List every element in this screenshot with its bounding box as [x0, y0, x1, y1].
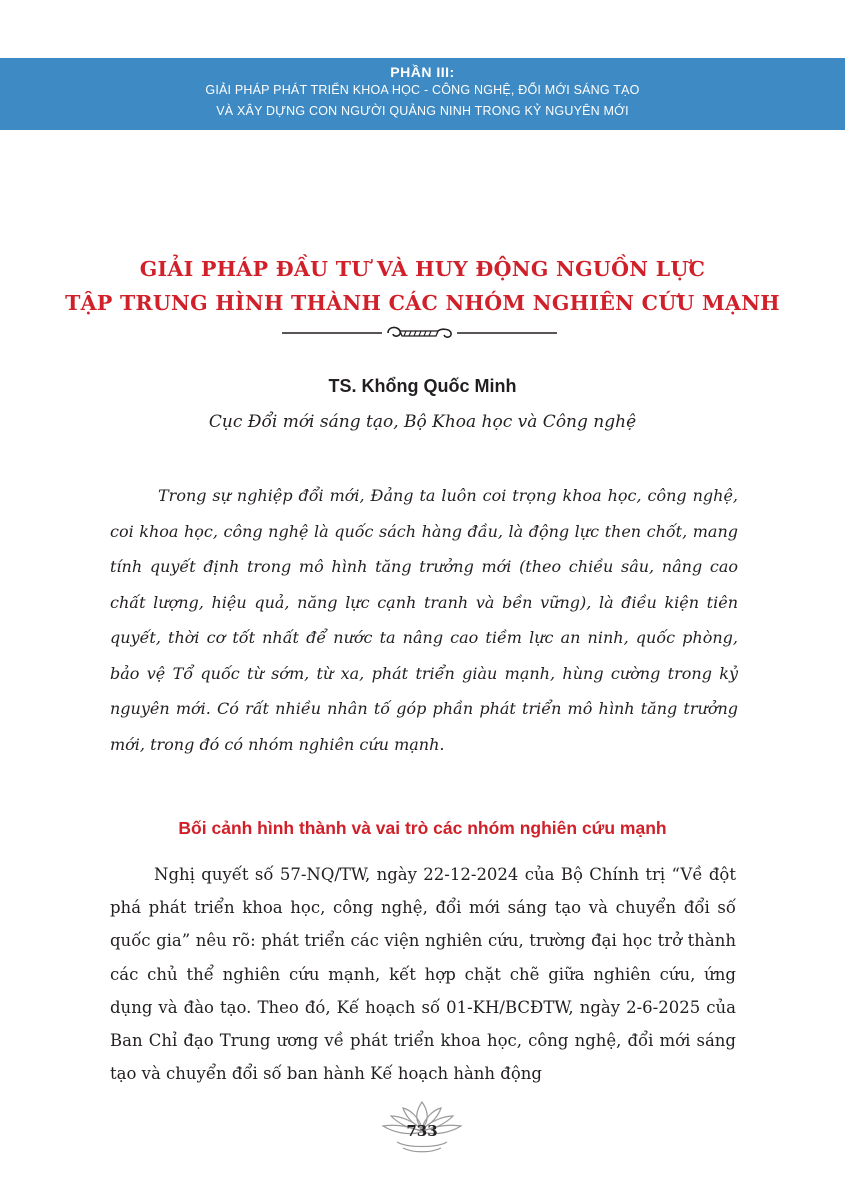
abstract-paragraph: Trong sự nghiệp đổi mới, Đảng ta luôn coi trọng khoa học, công nghệ, coi khoa học, công nghệ là quốc sách hàng đầu, là động lực then chốt, mang tính quyết định trong mô hình tăng trưởng mới (theo chiều sâu, nâng cao chất lượng, hiệu quả, năng lực cạnh tranh và bền vững), là điều kiện tiên quyết, thời cơ tốt nhất để nước ta nâng cao tiềm lực an ninh, quốc phòng, bảo vệ Tổ quốc từ sớm, từ xa, phát triển giàu mạnh, hùng cường trong kỷ nguyên mới. Có rất nhiều nhân tố góp phần phát triển mô hình tăng trưởng mới, trong đó có nhóm nghiên cứu mạnh.: [110, 486, 738, 754]
author-name: TS. Khổng Quốc Minh: [328, 376, 517, 396]
author-affiliation: Cục Đổi mới sáng tạo, Bộ Khoa học và Công nghệ: [208, 412, 637, 432]
part-banner: [0, 58, 845, 130]
part-subtitle-line-1: GIẢI PHÁP PHÁT TRIỂN KHOA HỌC - CÔNG NGHỆ, ĐỔI MỚI SÁNG TẠO: [205, 83, 640, 97]
part-subtitle-line-2: VÀ XÂY DỰNG CON NGƯỜI QUẢNG NINH TRONG KỶ NGUYÊN MỚI: [216, 104, 629, 118]
article-title-line-1: GIẢI PHÁP ĐẦU TƯ VÀ HUY ĐỘNG NGUỒN LỰC: [139, 257, 706, 281]
body-paragraph: Nghị quyết số 57-NQ/TW, ngày 22-12-2024 của Bộ Chính trị “Về đột phá phát triển khoa học, công nghệ, đổi mới sáng tạo và chuyển đổi số quốc gia” nêu rõ: phát triển các viện nghiên cứu, trường đại học trở thành các chủ thể nghiên cứu mạnh, kết hợp chặt chẽ giữa nghiên cứu, ứng dụng và đào tạo. Theo đó, Kế hoạch số 01-KH/BCĐTW, ngày 2-6-2025 của Ban Chỉ đạo Trung ương về phát triển khoa học, công nghệ, đổi mới sáng tạo và chuyển đổi số ban hành Kế hoạch hành động: [110, 865, 736, 1084]
part-label: PHẦN III:: [390, 64, 455, 80]
section-heading: Bối cảnh hình thành và vai trò các nhóm nghiên cứu mạnh: [178, 818, 667, 838]
page-number: 733: [406, 1122, 438, 1140]
article-title: [0, 252, 845, 320]
title-divider-ornament: [282, 322, 557, 344]
article-title-line-2: TẬP TRUNG HÌNH THÀNH CÁC NHÓM NGHIÊN CỨU MẠNH: [65, 291, 780, 315]
